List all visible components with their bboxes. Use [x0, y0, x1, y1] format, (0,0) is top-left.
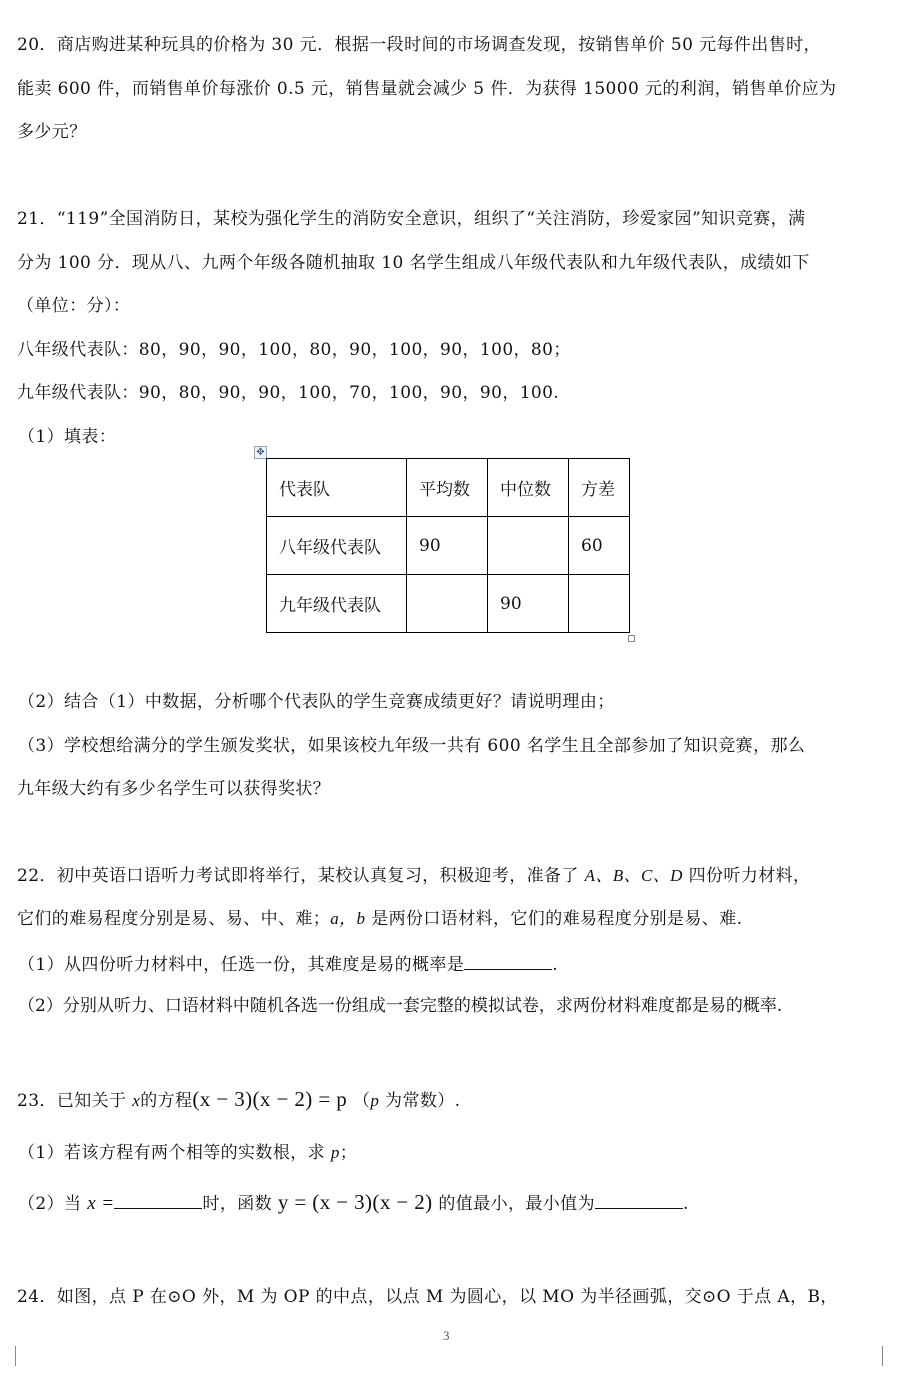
q21-grade8-scores: 八年级代表队：80，90，90，100，80，90，100，90，100，80； — [17, 340, 571, 360]
q24-line-1: 24．如图，点 P 在⊙O 外，M 为 OP 的中点，以点 M 为圆心，以 MO 为半径画弧，交⊙O 于点 A，B， — [17, 1287, 838, 1307]
table-cell: 90 — [488, 575, 569, 633]
q22-listening-labels: A、B、C、D — [584, 866, 683, 885]
q22-text: 22．初中英语口语听力考试即将举行，某校认真复习，积极迎考，准备了 — [17, 866, 585, 886]
table-cell: 八年级代表队 — [267, 517, 407, 575]
q23-part2-text: 的值最小，最小值为 — [432, 1194, 595, 1214]
q22-text: 四份听力材料， — [682, 866, 811, 886]
q23-line-1 — [17, 1087, 460, 1113]
q21-line-3: （单位：分）： — [17, 296, 131, 316]
page-number: 3 — [443, 1328, 450, 1343]
q21-part3-line-1: （3）学校想给满分的学生颁发奖状，如果该校九年级一共有 600 名学生且全部参加了知识竞赛，那么 — [18, 736, 806, 756]
q21-part3-line-2: 九年级大约有多少名学生可以获得奖状？ — [17, 779, 331, 799]
answer-blank[interactable] — [464, 951, 552, 970]
q23-part2-text: 时，函数 — [202, 1194, 278, 1214]
q20-line-3: 多少元？ — [17, 122, 87, 142]
q23-part1 — [18, 1141, 357, 1165]
table-cell: 90 — [407, 517, 488, 575]
q23-function: y = (x − 3)(x − 2) — [277, 1190, 433, 1214]
q23-x-equals: x = — [87, 1193, 115, 1214]
q23-var-p: p — [370, 1091, 380, 1110]
table-move-handle-icon[interactable]: ✥ — [254, 446, 267, 459]
table-header-cell: 中位数 — [488, 459, 569, 517]
q21-line-1: 21．“119”全国消防日，某校为强化学生的消防安全意识，组织了“关注消防，珍爱家园”知识竞赛，满 — [17, 209, 806, 229]
q22-text: 它们的难易程度分别是易、易、中、难； — [17, 909, 331, 929]
table-header-row — [267, 459, 630, 517]
q23-equation: (x − 3)(x − 2) = p — [192, 1087, 348, 1111]
q20-line-1: 20．商店购进某种玩具的价格为 30 元．根据一段时间的市场调查发现，按销售单价 50 元每件出售时， — [17, 35, 821, 55]
q22-part2: （2）分别从听力、口语材料中随机各选一份组成一套完整的模拟试卷，求两份材料难度都是易的概率. — [18, 996, 783, 1016]
table-cell-blank[interactable] — [488, 517, 569, 575]
q22-part1-text: （1）从四份听力材料中，任选一份，其难度是易的概率是 — [18, 955, 465, 975]
q21-line-2: 分为 100 分．现从八、九两个年级各随机抽取 10 名学生组成八年级代表队和九年级代表队，成绩如下 — [17, 253, 810, 273]
q23-part2-end: . — [682, 1194, 689, 1214]
q23-part2 — [18, 1190, 689, 1216]
q22-part1 — [18, 951, 558, 977]
q21-part2: （2）结合（1）中数据，分析哪个代表队的学生竞赛成绩更好？请说明理由； — [18, 692, 615, 712]
q23-text: （ — [352, 1091, 371, 1111]
q23-part2-text: （2）当 — [18, 1194, 88, 1214]
q23-part1-text: （1）若该方程有两个相等的实数根，求 — [18, 1143, 331, 1163]
q23-text: 的方程 — [140, 1091, 193, 1111]
q23-var-p: p — [330, 1143, 340, 1162]
table-resize-handle[interactable] — [628, 635, 635, 642]
answer-blank-min[interactable] — [595, 1190, 683, 1209]
answer-blank-x[interactable] — [114, 1190, 202, 1209]
table-row — [267, 575, 630, 633]
q23-part1-end: ； — [339, 1143, 358, 1163]
right-margin-mark — [882, 1346, 883, 1366]
q21-part1-label: （1）填表： — [18, 427, 117, 447]
table-cell: 60 — [569, 517, 630, 575]
table-header-cell: 代表队 — [267, 459, 407, 517]
table-header-cell: 方差 — [569, 459, 630, 517]
q22-oral-labels: a，b — [330, 909, 366, 928]
q23-text: 23．已知关于 — [17, 1091, 133, 1111]
q20-line-2: 能卖 600 件，而销售单价每涨价 0.5 元，销售量就会减少 5 件．为获得 15000 元的利润，销售单价应为 — [17, 79, 837, 99]
q21-grade9-scores: 九年级代表队：90，80，90，90，100，70，100，90，90，100. — [17, 383, 560, 403]
table-cell-blank[interactable] — [407, 575, 488, 633]
q22-line-2 — [17, 907, 742, 931]
table-row — [267, 517, 630, 575]
table-cell: 九年级代表队 — [267, 575, 407, 633]
table-header-cell: 平均数 — [407, 459, 488, 517]
q23-text: 为常数）. — [379, 1091, 461, 1111]
q22-text: 是两份口语材料，它们的难易程度分别是易、难. — [365, 909, 743, 929]
fill-in-table — [266, 458, 630, 633]
q23-var-x: x — [132, 1091, 141, 1110]
q22-line-1 — [17, 864, 810, 888]
left-margin-mark — [15, 1346, 16, 1366]
q22-part1-end: . — [552, 955, 559, 975]
table-cell-blank[interactable] — [569, 575, 630, 633]
